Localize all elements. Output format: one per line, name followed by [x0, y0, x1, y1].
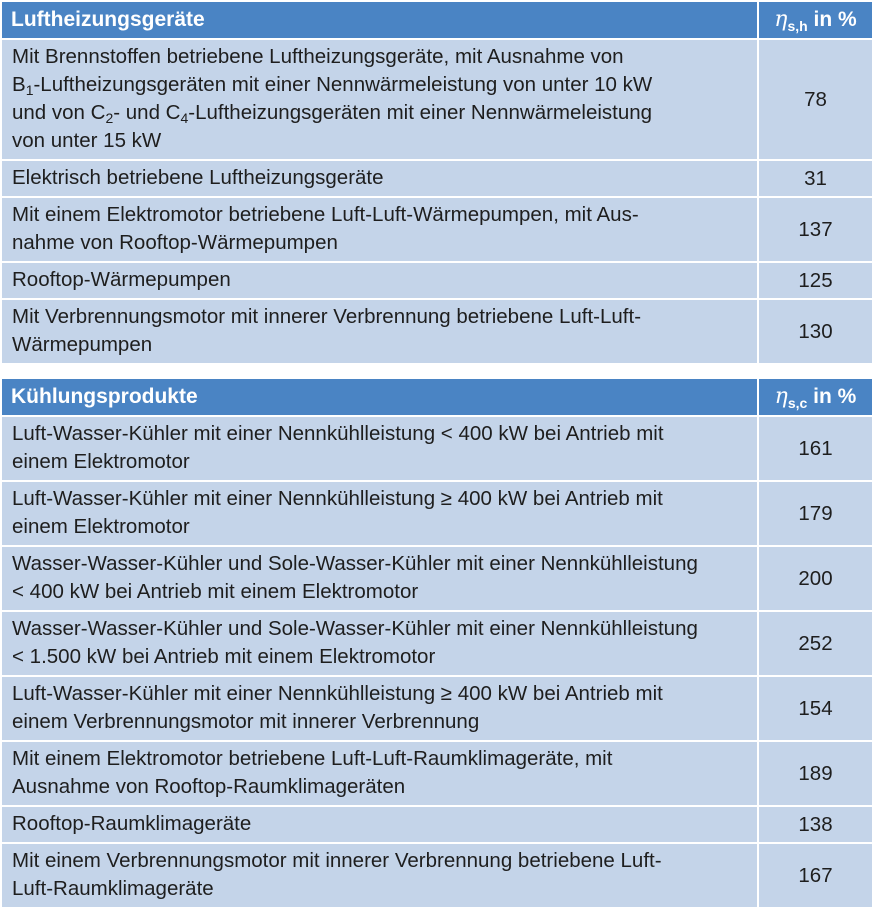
unit-label: in % [813, 7, 857, 31]
row-description [1, 546, 758, 611]
row-value: 179 [758, 481, 872, 546]
row-value: 252 [758, 611, 872, 676]
subscript-text: 2 [105, 110, 114, 126]
row-value: 161 [758, 416, 872, 481]
heating-value-header [758, 1, 872, 39]
row-description [1, 741, 758, 806]
description-text: Mit einem Verbrennungsmotor mit innerer Verbrennung betriebene Luft- [12, 849, 662, 872]
description-text: einem Verbrennungsmotor mit innerer Verbrennung [12, 710, 480, 733]
unit-label: in % [813, 384, 857, 408]
row-value: 125 [758, 262, 872, 299]
row-description [1, 611, 758, 676]
cooling-header-row [1, 378, 872, 416]
description-text: B [12, 73, 26, 96]
table-row [1, 299, 872, 364]
description-text: < 400 kW bei Antrieb mit einem Elektromotor [12, 580, 419, 603]
table-row [1, 611, 872, 676]
description-text: < 1.500 kW bei Antrieb mit einem Elektromotor [12, 645, 436, 668]
description-text: Luft-Wasser-Kühler mit einer Nennkühlleistung ≥ 400 kW bei Antrieb mit [12, 682, 663, 705]
section-gap [1, 364, 872, 378]
row-value: 137 [758, 197, 872, 262]
cooling-section-title: Kühlungsprodukte [1, 378, 758, 416]
row-description [1, 676, 758, 741]
eta-symbol: η [774, 6, 788, 32]
row-description [1, 299, 758, 364]
description-text: nahme von Rooftop-Wärmepumpen [12, 231, 338, 254]
cooling-value-header [758, 378, 872, 416]
row-value: 167 [758, 843, 872, 908]
subscript-text: 4 [180, 110, 189, 126]
description-text: -Luftheizungsgeräten mit einer Nennwärmeleistung [188, 101, 653, 124]
table-row [1, 676, 872, 741]
description-text: - und C [113, 101, 181, 124]
description-text: Wärmepumpen [12, 333, 153, 356]
description-text: Mit Brennstoffen betriebene Luftheizungsgeräte, mit Ausnahme von [12, 45, 624, 68]
description-text: Mit einem Elektromotor betriebene Luft-Luft-Raumklimageräte, mit [12, 747, 613, 770]
eta-symbol: η [774, 383, 788, 409]
row-description [1, 416, 758, 481]
table-row [1, 160, 872, 197]
heating-section-title: Luftheizungsgeräte [1, 1, 758, 39]
description-text: Mit einem Elektromotor betriebene Luft-Luft-Wärmepumpen, mit Aus- [12, 203, 639, 226]
description-text: Rooftop-Wärmepumpen [12, 268, 231, 291]
table-row [1, 416, 872, 481]
row-value: 189 [758, 741, 872, 806]
description-text: einem Elektromotor [12, 515, 190, 538]
description-text: Ausnahme von Rooftop-Raumklimageräten [12, 775, 406, 798]
row-description [1, 197, 758, 262]
description-text: -Luftheizungsgeräten mit einer Nennwärmeleistung von unter 10 kW [33, 73, 653, 96]
description-text: Luft-Raumklimageräte [12, 877, 214, 900]
description-text: Luft-Wasser-Kühler mit einer Nennkühlleistung < 400 kW bei Antrieb mit [12, 422, 664, 445]
row-value: 31 [758, 160, 872, 197]
row-value: 200 [758, 546, 872, 611]
table-row [1, 806, 872, 843]
table-row [1, 741, 872, 806]
subscript-text: 1 [25, 82, 34, 98]
row-description [1, 843, 758, 908]
description-text: Elektrisch betriebene Luftheizungsgeräte [12, 166, 384, 189]
row-description [1, 39, 758, 160]
eta-subscript: s,h [787, 17, 808, 34]
row-description [1, 262, 758, 299]
table-row [1, 39, 872, 160]
description-text: Rooftop-Raumklimageräte [12, 812, 252, 835]
table-row [1, 481, 872, 546]
row-description [1, 806, 758, 843]
cooling-rows [1, 416, 872, 908]
row-value: 154 [758, 676, 872, 741]
table-row [1, 546, 872, 611]
heating-header-row [1, 1, 872, 39]
description-text: Mit Verbrennungsmotor mit innerer Verbrennung betriebene Luft-Luft- [12, 305, 642, 328]
description-text: einem Elektromotor [12, 450, 190, 473]
table-row [1, 262, 872, 299]
description-text: Wasser-Wasser-Kühler und Sole-Wasser-Kühler mit einer Nennkühlleistung [12, 617, 698, 640]
row-value: 138 [758, 806, 872, 843]
description-text: Wasser-Wasser-Kühler und Sole-Wasser-Kühler mit einer Nennkühlleistung [12, 552, 698, 575]
heating-rows [1, 39, 872, 364]
description-text: und von C [12, 101, 106, 124]
row-description [1, 160, 758, 197]
description-text: Luft-Wasser-Kühler mit einer Nennkühlleistung ≥ 400 kW bei Antrieb mit [12, 487, 663, 510]
table-row [1, 197, 872, 262]
row-value: 130 [758, 299, 872, 364]
row-value: 78 [758, 39, 872, 160]
description-text: von unter 15 kW [12, 129, 162, 152]
row-description [1, 481, 758, 546]
table-row [1, 843, 872, 908]
eta-subscript: s,c [787, 394, 808, 411]
